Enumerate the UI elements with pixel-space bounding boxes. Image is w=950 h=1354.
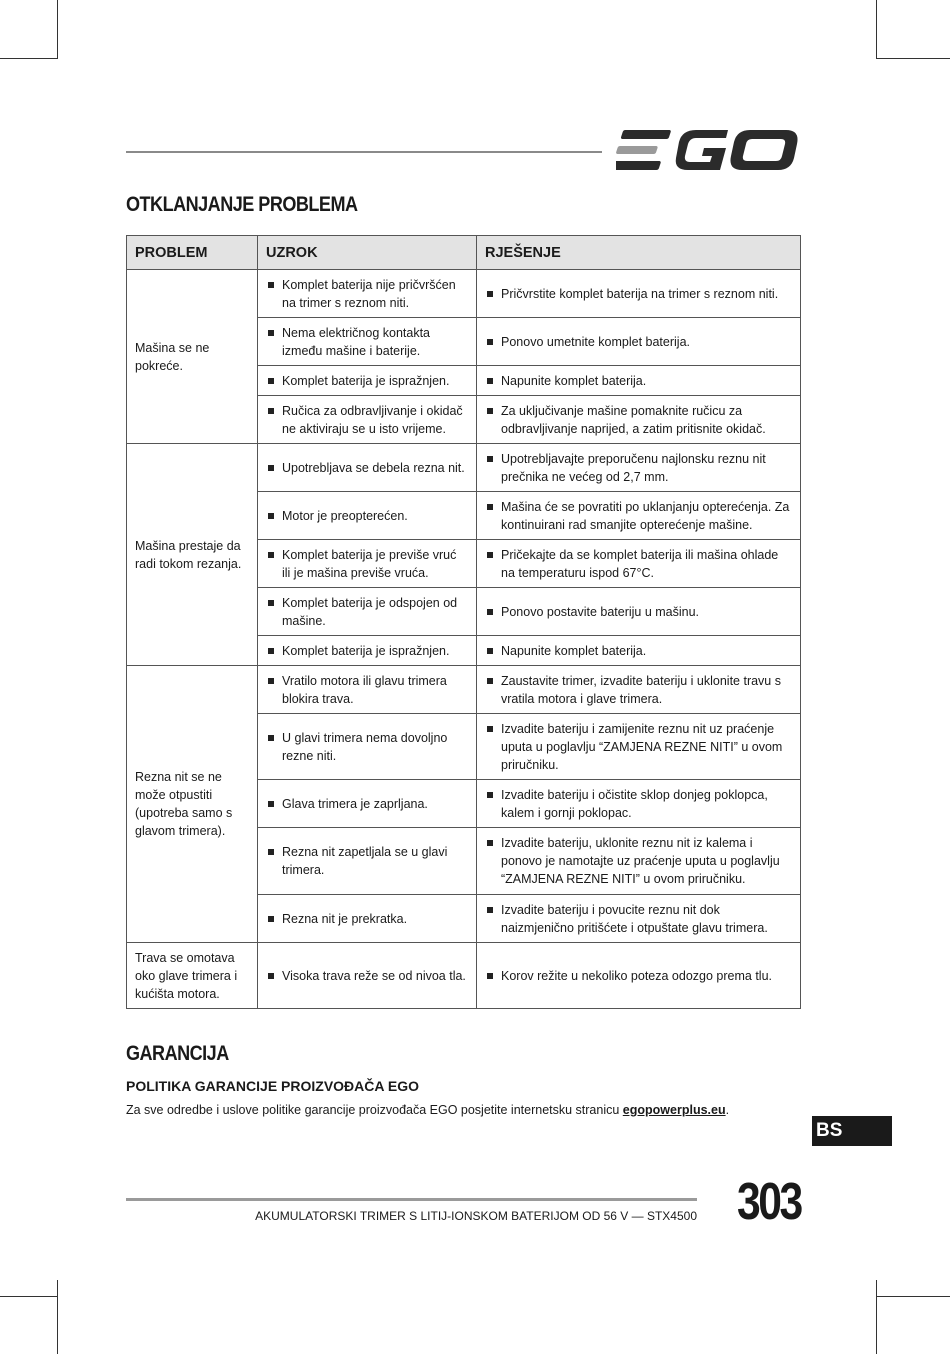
- crop-mark: [57, 1280, 58, 1354]
- cause-text: Motor je preopterećen.: [282, 508, 408, 523]
- square-bullet-icon: [268, 801, 274, 807]
- cause-text: Rezna nit zapetljala se u glavi trimera.: [282, 845, 448, 877]
- solution-cell: [477, 396, 801, 444]
- solution-cell: [477, 780, 801, 828]
- crop-mark: [57, 0, 58, 59]
- solution-bullet-item: [485, 450, 792, 486]
- crop-mark: [876, 58, 950, 59]
- solution-cell: [477, 270, 801, 318]
- square-bullet-icon: [487, 609, 493, 615]
- solution-bullet-item: [485, 786, 792, 822]
- solution-bullet-item: [485, 333, 792, 351]
- solution-bullet-item: [485, 834, 792, 888]
- solution-text: Izvadite bateriju i povucite reznu nit dok naizmjenično pritišćete i otpuštate glavu trimera.: [501, 902, 768, 935]
- square-bullet-icon: [487, 648, 493, 654]
- square-bullet-icon: [487, 973, 493, 979]
- solution-cell: [477, 444, 801, 492]
- solution-cell: [477, 943, 801, 1009]
- solution-text: Zaustavite trimer, izvadite bateriju i uklonite travu s vratila motora i glave trimera.: [501, 673, 781, 706]
- page-number: 303: [737, 1173, 801, 1231]
- solution-text: Mašina će se povratiti po uklanjanju opterećenja. Za kontinuirani rad smanjite opterećenje mašine.: [501, 499, 790, 532]
- cause-cell: [258, 492, 477, 540]
- footer-rule: [126, 1198, 697, 1201]
- solution-bullet-item: [485, 603, 792, 621]
- solution-cell: [477, 828, 801, 895]
- cause-bullet-item: [266, 910, 468, 928]
- problem-cell: Mašina prestaje da radi tokom rezanja.: [127, 444, 258, 666]
- solution-bullet-item: [485, 672, 792, 708]
- cause-cell: [258, 636, 477, 666]
- warranty-title: GARANCIJA: [126, 1042, 229, 1065]
- square-bullet-icon: [487, 291, 493, 297]
- solution-cell: [477, 588, 801, 636]
- cause-bullet-item: [266, 324, 468, 360]
- square-bullet-icon: [487, 792, 493, 798]
- square-bullet-icon: [268, 282, 274, 288]
- square-bullet-icon: [268, 552, 274, 558]
- solution-bullet-item: [485, 498, 792, 534]
- table-row: [127, 270, 801, 318]
- cause-cell: [258, 444, 477, 492]
- cause-cell: [258, 540, 477, 588]
- solution-text: Ponovo umetnite komplet baterija.: [501, 334, 690, 349]
- solution-bullet-item: [485, 720, 792, 774]
- ego-logo: [616, 128, 801, 172]
- solution-text: Izvadite bateriju, uklonite reznu nit iz kalema i ponovo je namotajte uz praćenje uputa u poglavlju “ZAMJENA REZNE NITI” u ovom priručniku.: [501, 836, 780, 886]
- problem-cell: Trava se omotava oko glave trimera i kućišta motora.: [127, 943, 258, 1009]
- solution-text: Napunite komplet baterija.: [501, 373, 647, 388]
- header-problem: PROBLEM: [127, 236, 258, 270]
- solution-bullet-item: [485, 901, 792, 937]
- crop-mark: [876, 1280, 877, 1354]
- troubleshooting-title: OTKLANJANJE PROBLEMA: [126, 193, 358, 216]
- cause-bullet-item: [266, 594, 468, 630]
- crop-mark: [876, 0, 877, 59]
- cause-text: Rezna nit je prekratka.: [282, 911, 408, 926]
- cause-cell: [258, 588, 477, 636]
- cause-cell: [258, 270, 477, 318]
- square-bullet-icon: [487, 504, 493, 510]
- solution-bullet-item: [485, 967, 792, 985]
- cause-text: Komplet baterija je odspojen od mašine.: [282, 595, 458, 628]
- warranty-text-after: .: [725, 1103, 730, 1117]
- square-bullet-icon: [268, 973, 274, 979]
- crop-mark: [876, 1296, 950, 1297]
- footer-product-name: AKUMULATORSKI TRIMER S LITIJ-IONSKOM BATERIJOM OD 56 V — STX4500: [255, 1209, 697, 1223]
- square-bullet-icon: [268, 916, 274, 922]
- cause-text: Nema električnog kontakta između mašine i baterije.: [282, 325, 430, 358]
- solution-text: Za uključivanje mašine pomaknite ručicu za odbravljivanje naprijed, a zatim pritisnite okidač.: [501, 403, 766, 436]
- crop-mark: [0, 58, 58, 59]
- cause-bullet-item: [266, 672, 468, 708]
- solution-bullet-item: [485, 285, 792, 303]
- table-row: [127, 444, 801, 492]
- solution-text: Korov režite u nekoliko poteza odozgo prema tlu.: [501, 968, 772, 983]
- cause-bullet-item: [266, 642, 468, 660]
- square-bullet-icon: [268, 735, 274, 741]
- solution-cell: [477, 540, 801, 588]
- cause-bullet-item: [266, 967, 468, 985]
- square-bullet-icon: [487, 678, 493, 684]
- cause-cell: [258, 666, 477, 714]
- cause-bullet-item: [266, 459, 468, 477]
- square-bullet-icon: [487, 456, 493, 462]
- cause-bullet-item: [266, 729, 468, 765]
- solution-text: Upotrebljavajte preporučenu najlonsku reznu nit prečnika ne većeg od 2,7 mm.: [501, 451, 766, 484]
- cause-cell: [258, 396, 477, 444]
- problem-cell: Mašina se ne pokreće.: [127, 270, 258, 444]
- cause-text: Komplet baterija nije pričvršćen na trimer s reznom niti.: [282, 277, 456, 310]
- cause-cell: [258, 828, 477, 895]
- square-bullet-icon: [487, 840, 493, 846]
- cause-text: Komplet baterija je previše vruć ili je mašina previše vruća.: [282, 547, 457, 580]
- warranty-text-before: Za sve odredbe i uslove politike garancije proizvođača EGO posjetite internetsku stranicu: [126, 1103, 623, 1117]
- square-bullet-icon: [268, 408, 274, 414]
- cause-text: U glavi trimera nema dovoljno rezne niti.: [282, 730, 448, 763]
- header-cause: UZROK: [258, 236, 477, 270]
- square-bullet-icon: [268, 600, 274, 606]
- cause-bullet-item: [266, 507, 468, 525]
- square-bullet-icon: [268, 648, 274, 654]
- table-header-row: [127, 236, 801, 270]
- solution-text: Ponovo postavite bateriju u mašinu.: [501, 604, 700, 619]
- solution-cell: [477, 895, 801, 943]
- crop-mark: [0, 1296, 58, 1297]
- solution-cell: [477, 636, 801, 666]
- cause-bullet-item: [266, 372, 468, 390]
- header-rule: [126, 151, 602, 153]
- cause-text: Ručica za odbravljivanje i okidač ne aktiviraju se u isto vrijeme.: [282, 403, 463, 436]
- cause-cell: [258, 895, 477, 943]
- language-badge: BS: [812, 1116, 892, 1146]
- square-bullet-icon: [268, 330, 274, 336]
- cause-bullet-item: [266, 546, 468, 582]
- square-bullet-icon: [487, 408, 493, 414]
- solution-text: Pričekajte da se komplet baterija ili mašina ohlade na temperaturu ispod 67°C.: [501, 547, 779, 580]
- table-row: [127, 666, 801, 714]
- cause-bullet-item: [266, 843, 468, 879]
- solution-cell: [477, 714, 801, 780]
- warranty-link[interactable]: egopowerplus.eu: [622, 1103, 726, 1117]
- square-bullet-icon: [268, 465, 274, 471]
- warranty-subtitle: POLITIKA GARANCIJE PROIZVOĐAČA EGO: [126, 1078, 419, 1094]
- cause-bullet-item: [266, 276, 468, 312]
- cause-text: Upotrebljava se debela rezna nit.: [282, 460, 465, 475]
- solution-cell: [477, 666, 801, 714]
- square-bullet-icon: [268, 513, 274, 519]
- cause-cell: [258, 318, 477, 366]
- square-bullet-icon: [487, 726, 493, 732]
- solution-bullet-item: [485, 372, 792, 390]
- solution-text: Izvadite bateriju i očistite sklop donjeg poklopca, kalem i gornji poklopac.: [501, 787, 768, 820]
- cause-bullet-item: [266, 402, 468, 438]
- solution-text: Pričvrstite komplet baterija na trimer s reznom niti.: [501, 286, 779, 301]
- table-row: [127, 943, 801, 1009]
- troubleshooting-table: [126, 235, 801, 1009]
- cause-cell: [258, 943, 477, 1009]
- cause-text: Komplet baterija je ispražnjen.: [282, 373, 450, 388]
- square-bullet-icon: [487, 907, 493, 913]
- square-bullet-icon: [268, 678, 274, 684]
- square-bullet-icon: [268, 378, 274, 384]
- square-bullet-icon: [487, 339, 493, 345]
- square-bullet-icon: [487, 378, 493, 384]
- cause-cell: [258, 780, 477, 828]
- square-bullet-icon: [487, 552, 493, 558]
- solution-bullet-item: [485, 546, 792, 582]
- header-solution: RJEŠENJE: [477, 236, 801, 270]
- warranty-text: [126, 1103, 729, 1117]
- cause-text: Vratilo motora ili glavu trimera blokira trava.: [282, 673, 447, 706]
- solution-cell: [477, 366, 801, 396]
- cause-bullet-item: [266, 795, 468, 813]
- solution-text: Napunite komplet baterija.: [501, 643, 647, 658]
- solution-text: Izvadite bateriju i zamijenite reznu nit uz praćenje uputa u poglavlju “ZAMJENA REZNE NITI” u ovom priručniku.: [501, 721, 783, 772]
- cause-text: Komplet baterija je ispražnjen.: [282, 643, 450, 658]
- problem-cell: Rezna nit se ne može otpustiti (upotreba samo s glavom trimera).: [127, 666, 258, 943]
- solution-cell: [477, 492, 801, 540]
- cause-cell: [258, 366, 477, 396]
- solution-cell: [477, 318, 801, 366]
- solution-bullet-item: [485, 642, 792, 660]
- cause-text: Glava trimera je zaprljana.: [282, 796, 428, 811]
- solution-bullet-item: [485, 402, 792, 438]
- cause-cell: [258, 714, 477, 780]
- square-bullet-icon: [268, 849, 274, 855]
- cause-text: Visoka trava reže se od nivoa tla.: [282, 968, 466, 983]
